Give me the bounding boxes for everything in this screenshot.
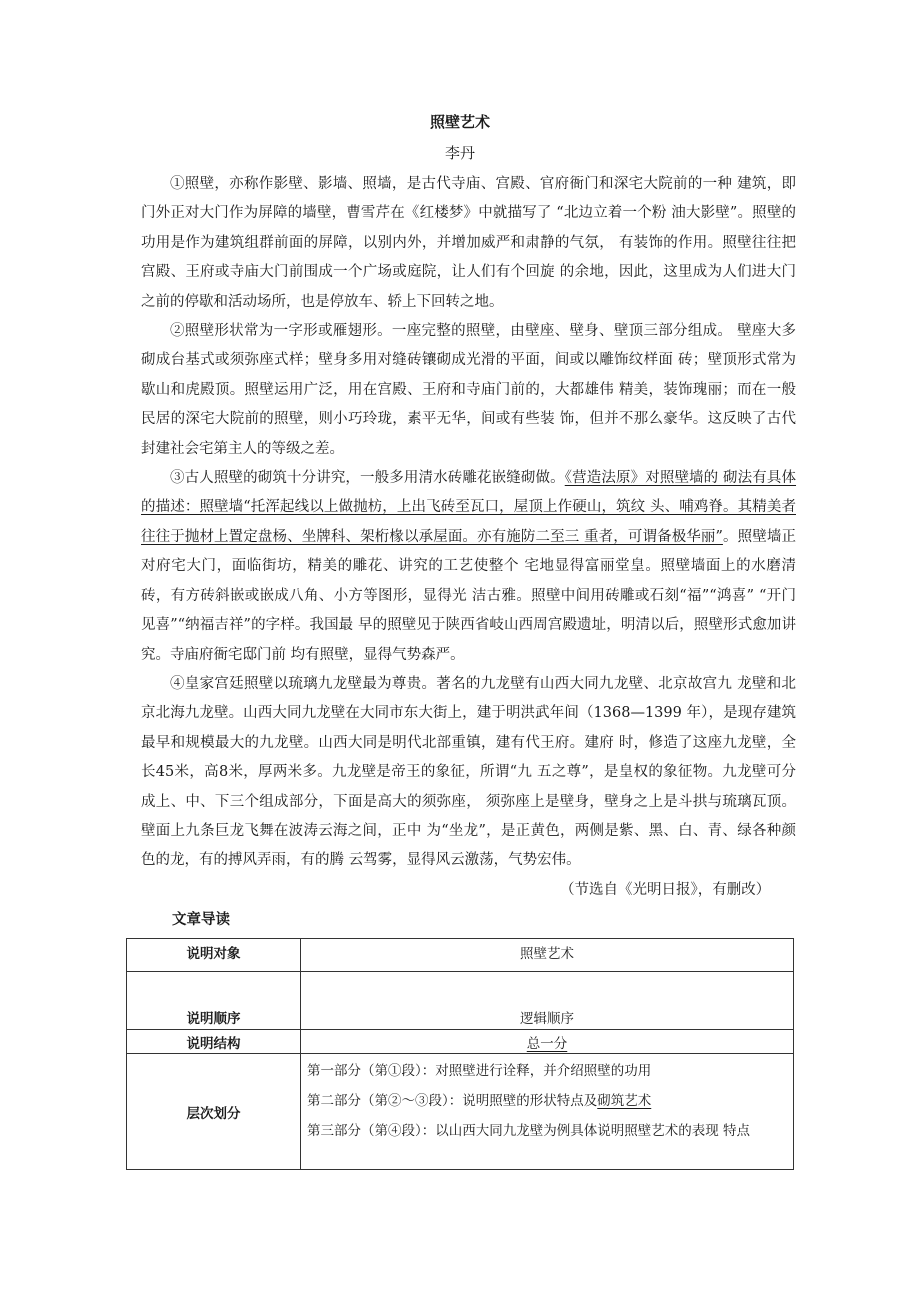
paragraph-3-rest: 。照壁墙正对府宅大门，面临街坊，精美的雕花、讲究的工艺使整个 宅地显得富丽堂皇。照壁墙面上的水磨清砖，有方砖斜嵌或嵌成八角、小方等图形，显得光 洁古雅。照壁中间用砖雕或石刻“福”“鸿喜” “开门见喜”“纳福吉祥”的字样。我国最 早的照壁见于陕西省岐山西周宫殿遗址，明清以后，照壁形式愈加讲究。寺庙府衙宅邸门前 均有照壁，显得气势森严。 (141, 528, 796, 663)
part-2-answer: 砌筑艺术 (597, 1093, 652, 1109)
part-2-text: 第二部分（第②～③段）：说明照壁的形状特点及 (307, 1093, 598, 1109)
paragraph-3 (141, 464, 796, 670)
guide-heading: 文章导读 (172, 912, 230, 928)
paragraph-2: ②照壁形状常为一字形或雁翅形。一座完整的照壁，由壁座、壁身、壁顶三部分组成。 壁座大多砌成台基式或须弥座式样；壁身多用对缝砖镶砌成光滑的平面，间或以雕饰纹样面 砖；壁顶形式常为歇山和虎殿顶。照壁运用广泛，用在宫殿、王府和寺庙门前的，大都雄伟 精美，装饰瑰丽；而在一般民居的深宅大院前的照壁，则小巧玲珑，素平无华，间或有些装 饰，但并不那么豪华。这反映了古代封建社会宅第主人的等级之差。 (141, 323, 796, 457)
row-value (301, 972, 794, 1030)
article-author: 李丹 (444, 144, 475, 162)
row-value-text: 逻辑顺序 (520, 1011, 574, 1027)
row-value: 照壁艺术 (301, 939, 794, 972)
table-row (127, 1030, 794, 1054)
row-key: 层次划分 (127, 1054, 301, 1170)
paragraph-3-underlined-quote: 《营造法原》对照壁墙的 砌法有具体的描述：照壁墙“托浑起线以上做抛枋，上出飞砖至瓦口，屋顶上作硬山，筑纹 头、哺鸡脊。其精美者往往于抛材上置定盘杨、坐牌科、架桁椽以承屋面。亦有施防二至三 重者，可谓备极华丽” (141, 470, 797, 545)
table-row (127, 939, 794, 972)
article-source: （节选自《光明日报》，有删改） (560, 882, 771, 898)
row-key: 说明对象 (127, 939, 301, 972)
row-value (301, 1054, 794, 1170)
guide-table (126, 938, 794, 1170)
part-1: 第一部分（第①段）：对照壁进行诠释，并介绍照壁的功用 (307, 1063, 652, 1079)
part-2 (307, 1086, 785, 1116)
row-key (127, 972, 301, 1030)
table-row (127, 1054, 794, 1170)
row-key: 说明结构 (127, 1030, 301, 1054)
part-3: 第三部分（第④段）：以山西大同九龙壁为例具体说明照壁艺术的表现 特点 (307, 1123, 751, 1139)
article-title: 照壁艺术 (429, 113, 490, 131)
structure-answer: 总一分 (526, 1035, 568, 1052)
table-row (127, 972, 794, 1030)
row-value (301, 1030, 794, 1054)
article-body (141, 170, 796, 876)
paragraph-1: ①照壁，亦称作影壁、影墙、照墙，是古代寺庙、宫殿、官府衙门和深宅大院前的一种 建筑，即门外正对大门作为屏障的墙壁，曹雪芹在《红楼梦》中就描写了 “北边立着一个粉 油大影壁”。照壁的功用是作为建筑组群前面的屏障，以别内外，并增加威严和肃静的气氛， 有装饰的作用。照壁往往把宫殿、王府或寺庙大门前围成一个广场或庭院，让人们有个回旋 的余地，因此，这里成为人们进大门之前的停歇和活动场所，也是停放车、轿上下回转之地。 (141, 176, 796, 310)
paragraph-4: ④皇家宫廷照壁以琉璃九龙壁最为尊贵。著名的九龙壁有山西大同九龙壁、北京故宫九 龙壁和北京北海九龙壁。山西大同九龙壁在大同市东大街上，建于明洪武年间（1368—1399 年），是现存建筑最早和规模最大的九龙壁。山西大同是明代北部重镇，建有代王府。建府 时，修造了这座九龙壁，全长45米，高8米，厚两米多。九龙壁是帝王的象征，所谓“九 五之尊”，是皇权的象征物。九龙壁可分成上、中、下三个组成部分，下面是高大的须弥座， 须弥座上是壁身，壁身之上是斗拱与琉璃瓦顶。壁面上九条巨龙飞舞在波涛云海之间，正中 为“坐龙”，是正黄色，两侧是紫、黑、白、青、绿各种颜色的龙，有的搏风弄雨，有的腾 云驾雾，显得风云激荡，气势宏伟。 (141, 675, 796, 869)
row-key-text: 说明顺序 (186, 1011, 241, 1027)
paragraph-3-intro: ③古人照壁的砌筑十分讲究，一般多用清水砖雕花嵌缝砌做。 (170, 470, 565, 487)
